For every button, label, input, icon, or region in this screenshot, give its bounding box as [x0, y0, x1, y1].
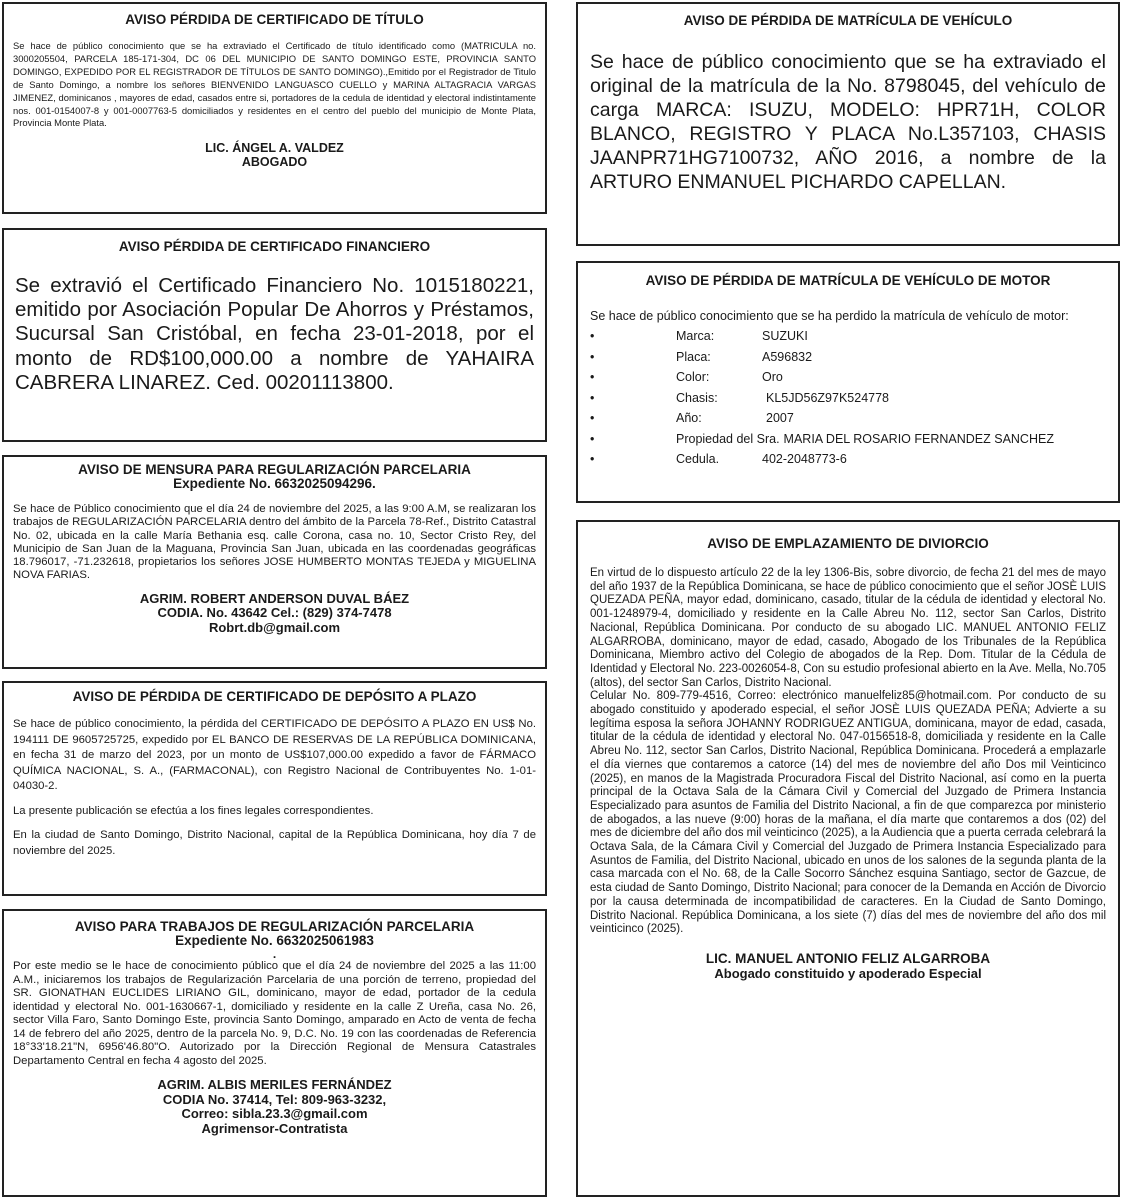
notice-lost-title-certificate — [2, 2, 547, 214]
notice-parcel-survey — [2, 455, 547, 669]
notice-parcel-regularization — [2, 909, 547, 1197]
signature-name: LIC. ÁNGEL A. VALDEZ — [205, 141, 344, 156]
notice-body: Se extravió el Certificado Financiero No. 1015180221, emitido por Asociación Popular De Ahorros y Préstamos, Sucursal San Cristóbal, en fecha 23-01-2018, por el monto de RD$100,000.00 a nombre de YAHAIRA CABRERA LINAREZ. Ced. 00201113800. — [15, 274, 534, 394]
notice-body: Por este medio se le hace de conocimiento público que el día 24 de noviembre del 2025 a las 11:00 A.M., iniciaremos los trabajos de Regularización Parcelaria de una porción de terreno, propiedad del SR. GIONATHAN EUCLIDES LIRIANO GIL, dominicano, mayor de edad, portador de la cedula identidad y electoral No. 001-1630667-1, domiciliado y residente en la calle Z Ureña, casa No. 26, sector Villa Faro, Santo Domingo Este, provincia Santo Domingo, amparado en Acto de venta de fecha 14 de febrero del año 2025, dentro de la parcela No. 9, D.C. No. 19 con las coordenadas de Referencia 18°33'18.21"N, 6956'46.80"O. Autorizado por la Dirección Regional de Mensura Catastrales Departamento Central en fecha 4 agosto del 2025. — [13, 960, 536, 1067]
notice-body: Se hace de público conocimiento que se ha extraviado el original de la matrícula de la No. 8798045, del vehículo de carga MARCA: ISUZU, MODELO: HPR71H, COLOR BLANCO, REGISTRO Y PLACA No.L357103, CHASIS JAANPR71HG7100732, AÑO 2016, a nombre de la ARTURO ENMANUEL PICHARDO CAPELLAN. — [590, 51, 1106, 193]
list-item: • Propiedad del Sra. MARIA DEL ROSARIO FERNANDEZ SANCHEZ — [590, 431, 1054, 446]
notice-title: AVISO DE MENSURA PARA REGULARIZACIÓN PARCELARIA — [78, 462, 471, 477]
notice-paragraph: Se hace de público conocimiento, la pérdida del CERTIFICADO DE DEPÓSITO A PLAZO EN US$ No. 194111 DE 9605725725, expedido por EL BANCO DE RESERVAS DE LA REPÚBLICA DOMINICANA, en fecha 31 de marzo del 2023, por un monto de US$107,000.00 expedido a favor de FÁRMACO QUÍMICA NACIONAL, S. A., (FARMACONAL), con Registro Nacional de Contribuyentes No. 1-01-04030-2. — [13, 718, 536, 792]
list-item: • Color: Oro — [590, 370, 783, 384]
notice-intro: Se hace de público conocimiento que se ha perdido la matrícula de vehículo de motor: — [590, 309, 1069, 323]
signature-name: LIC. MANUEL ANTONIO FELIZ ALGARROBA — [705, 950, 991, 966]
list-item: • Chasis: KL5JD56Z97K524778 — [590, 390, 890, 405]
list-item: • Año: 2007 — [590, 411, 794, 425]
list-item: • Marca: SUZUKI — [590, 329, 808, 343]
notice-lost-vehicle-registration — [576, 2, 1120, 246]
notice-title: AVISO DE EMPLAZAMIENTO DE DIVIORCIO — [707, 536, 989, 551]
notice-divorce-summons — [576, 520, 1120, 1197]
notice-title: AVISO PARA TRABAJOS DE REGULARIZACIÓN PARCELARIA — [74, 919, 475, 934]
vehicle-detail-list — [590, 326, 1106, 470]
signature-role: Abogado constituido y apoderado Especial — [714, 965, 982, 981]
signature-codia: CODIA No. 37414, Tel: 809-963-3232, — [162, 1091, 387, 1107]
notice-subtitle: Expediente No. 6632025061983 — [175, 933, 374, 948]
signature-codia: CODIA. No. 43642 Cel.: (829) 374-7478 — [157, 605, 392, 621]
notice-paragraph: La presente publicación se efectúa a los fines legales correspondientes. — [13, 804, 374, 817]
notice-title: AVISO PÉRDIDA DE CERTIFICADO DE TÍTULO — [125, 12, 424, 27]
notice-subtitle: Expediente No. 6632025094296. — [173, 476, 376, 491]
notice-title: AVISO DE PÉRDIDA DE MATRÍCULA DE VEHÍCULO — [683, 13, 1013, 28]
signature-email: Robrt.db@gmail.com — [208, 619, 341, 635]
notice-lost-term-deposit — [2, 681, 547, 896]
signature-role: ABOGADO — [241, 155, 308, 170]
list-item: • Cedula. 402-2048773-6 — [590, 452, 847, 466]
notice-body: Se hace de Público conocimiento que el día 24 de noviembre del 2025, a las 9:00 A.M, se realizaran los trabajos de REGULARIZACIÓN PARCELARIA dentro del ámbito de la Parcela 78-Ref., Distrito Catastral No. 02, ubicada en la calle María Bethania esq. calle Corona, casa no. 10, Sector Cristo Rey, del Municipio de San Juan de la Maguana, Provincia San Juan, ubicada en las coordenadas geográficas 18.796017, -71.232618, propietarios los señores JOSE HUMBERTO MONTAS TEJEDA y MIGUELINA NOVA FARIAS. — [13, 503, 536, 582]
signature-name: AGRIM. ALBIS MERILES FERNÁNDEZ — [157, 1077, 392, 1092]
notice-lost-motor-vehicle-registration — [576, 261, 1120, 503]
notice-title: AVISO PÉRDIDA DE CERTIFICADO FINANCIERO — [118, 239, 431, 254]
list-item: • Placa: A596832 — [590, 349, 813, 364]
signature-email: Correo: sibla.23.3@gmail.com — [181, 1106, 368, 1121]
signature-role: Agrimensor-Contratista — [201, 1120, 348, 1136]
notice-title: AVISO DE PÉRDIDA DE MATRÍCULA DE VEHÍCULO DE MOTOR — [645, 273, 1051, 288]
notice-paragraph: En la ciudad de Santo Domingo, Distrito Nacional, capital de la República Dominicana, hoy día 7 de noviembre del 2025. — [13, 829, 536, 857]
notice-separator-dot: . — [272, 947, 277, 961]
notice-paragraph: En virtud de lo dispuesto artículo 22 de la ley 1306-Bis, sobre divorcio, de fecha 21 del mes de mayo del año 1937 de la República Dominicana, se hace de público conocimiento que el señor JOSÈ LUIS QUEZADA PEÑA, mayor edad, dominicano, casado, titular de la cédula de identidad y electoral No. 001-1248979-4, domiciliado y residente en la Calle Abreu No. 112, sector San Carlos, Distrito Nacional, República Dominicana. Por conducto de su abogado LIC. MANUEL ANTONIO FELIZ ALGARROBA, dominicano, mayor de edad, casado, Abogado de los Tribunales de la República Dominicana, Miembro activo del Colegio de abogados de la Rep. Dom. Titular de la Cédula de Identidad y Electoral No. 223-0026054-8, Con su estudio profesional abierto en la Ave. Mella, No.705 (altos), del sector San Carlos, Distrito Nacional. — [590, 567, 1106, 689]
notice-lost-financial-certificate — [2, 228, 547, 442]
notice-paragraph: Celular No. 809-779-4516, Correo: electrónico manuelfeliz85@hotmail.com. Por conducto de su abogado constituido y apoderado especial, el señor JOSÈ LUIS QUEZADA PEÑA; Advierte a su legítima esposa la señora JOHANNY RODRIGUEZ ANTIGUA, dominicana, mayor de edad, casada, titular de la cédula de identidad y electoral No. 047-0156518-8, domiciliada y residente en la Calle Abreu No. 112, sector San Carlos, Distrito Nacional, República Dominicana. Procederá a emplazarle el día viernes que contaremos a catorce (14) del mes de noviembre del año Dos mil Veinticinco (2025), en manos de la Magistrada Procuradora Fiscal del Distrito Nacional, así como en la puerta principal de la Octava Sala de la Cámara Civil y Comercial del Juzgado de Primera Instancia Especializado para asuntos de Familia del Distrito Nacional, a fin de que comparezca por ministerio de abogados, a las nueve (9:00) horas de la mañana, el día marte que contaremos a dos (02) del mes de diciembre del año dos mil veinticinco (2025), a la Audiencia que a puerta cerrada celebrará la Octava Sala, de la Cámara Civil y Comercial del Juzgado de Primera Instancia Especializado para Asuntos de Familia, del Distrito Nacional, ubicado en unos de los salones de la segunda planta de la casa marcada con el No. 68, de la Calle Socorro Sánchez esquina Santiago, sector de Gazcue, de esta ciudad de Santo Domingo, Distrito Nacional; para conocer de la Demanda en Acción de Divorcio por la causa determinada de incompatibilidad de caracteres. En la Ciudad de Santo Domingo, Distrito Nacional. República Dominicana, a los siete (7) días del mes de noviembre del año dos mil veinticinco (2025). — [590, 690, 1106, 936]
signature-name: AGRIM. ROBERT ANDERSON DUVAL BÁEZ — [139, 590, 410, 606]
notice-body: Se hace de público conocimiento que se ha extraviado el Certificado de título identificado como (MATRICULA no. 3000205504, PARCELA 185-171-304, DC 06 DEL MUNICIPIO DE SANTO DOMINGO ESTE, PROVINCIA SANTO DOMINGO, EXPEDIDO POR EL REGISTRADOR DE TÍTULOS DE SANTO DOMINGO).,Emitido por el Registrador de Titulo de Santo Domingo, a nombre los señores BIENVENIDO LANGUASCO CUELLO y MARINA ALTAGRACIA VARGAS JIMENEZ, dominicanos , mayores de edad, casados entre si, portadores de la cedula de identidad y electoral indistintamente nos. 001-0154007-8 y 001-0007763-5 domiciliados y residentes en el centro del pueblo del municipio de Monte Plata, Provincia Monte Plata. — [13, 40, 536, 129]
notice-title: AVISO DE PÉRDIDA DE CERTIFICADO DE DEPÓSITO A PLAZO — [72, 689, 477, 704]
